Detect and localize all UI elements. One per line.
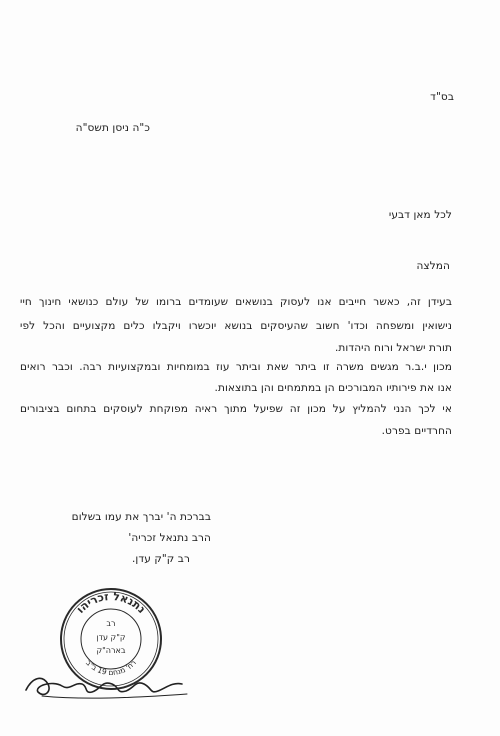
closing-blessing: בברכת ה' יברך את עמו בשלום [71,511,211,523]
paragraph-2-line-1: מכון י.ב.ר מגשים משרה זו ביתר שאת וביתר עוז במומחיות ובמקצועיות רבה. וכבר רואים [20,361,452,373]
stamp-bottom-text: רח' מנחם 19 ב"ב [84,658,138,678]
stamp-outer-text: נתנאל זכריהו [73,589,149,616]
paragraph-2-line-2: אנו את פירותיו המבורכים הן במתמחים והן בתוצאות. [214,382,452,394]
stamp-line-2: ק"ק עדן [96,633,126,642]
letter-date: כ"ה ניסן תשס"ה [75,122,150,134]
paragraph-3-line-1: אי לכך הנני להמליץ על מכון זה שפיעל מתוך ראיה מפוקחת לעוסקים בתחום בציבורים [20,403,452,415]
signer-title: רב ק"ק עדן. [131,553,190,565]
stamp-line-3: בארה"ק [96,646,126,655]
recipient-line: לכל מאן דבעי [388,209,452,221]
paragraph-1-line-3: תורת ישראל ורוח היהדות. [334,342,452,354]
letter-title: המלצה [416,260,450,272]
stamp-line-1: רב [106,619,116,628]
bsd-heading: בס"ד [430,91,454,103]
paragraph-3-line-2: החרדיים בפרט. [381,425,452,437]
paragraph-1-line-1: בעידן זה, כאשר חייבים אנו לעסוק בנושאים שעומדים ברומו של עולם כנושאי חינוך חיי [20,296,452,308]
handwritten-signature [22,664,192,704]
paragraph-1-line-2: נישואין ומשפחה וכדו' חשוב שהעיסקים בנושא יוכשרו ויקבלו כלים מקצועיים והכל לפי [20,320,452,332]
signer-name: הרב נתנאל זכריה' [128,532,211,544]
